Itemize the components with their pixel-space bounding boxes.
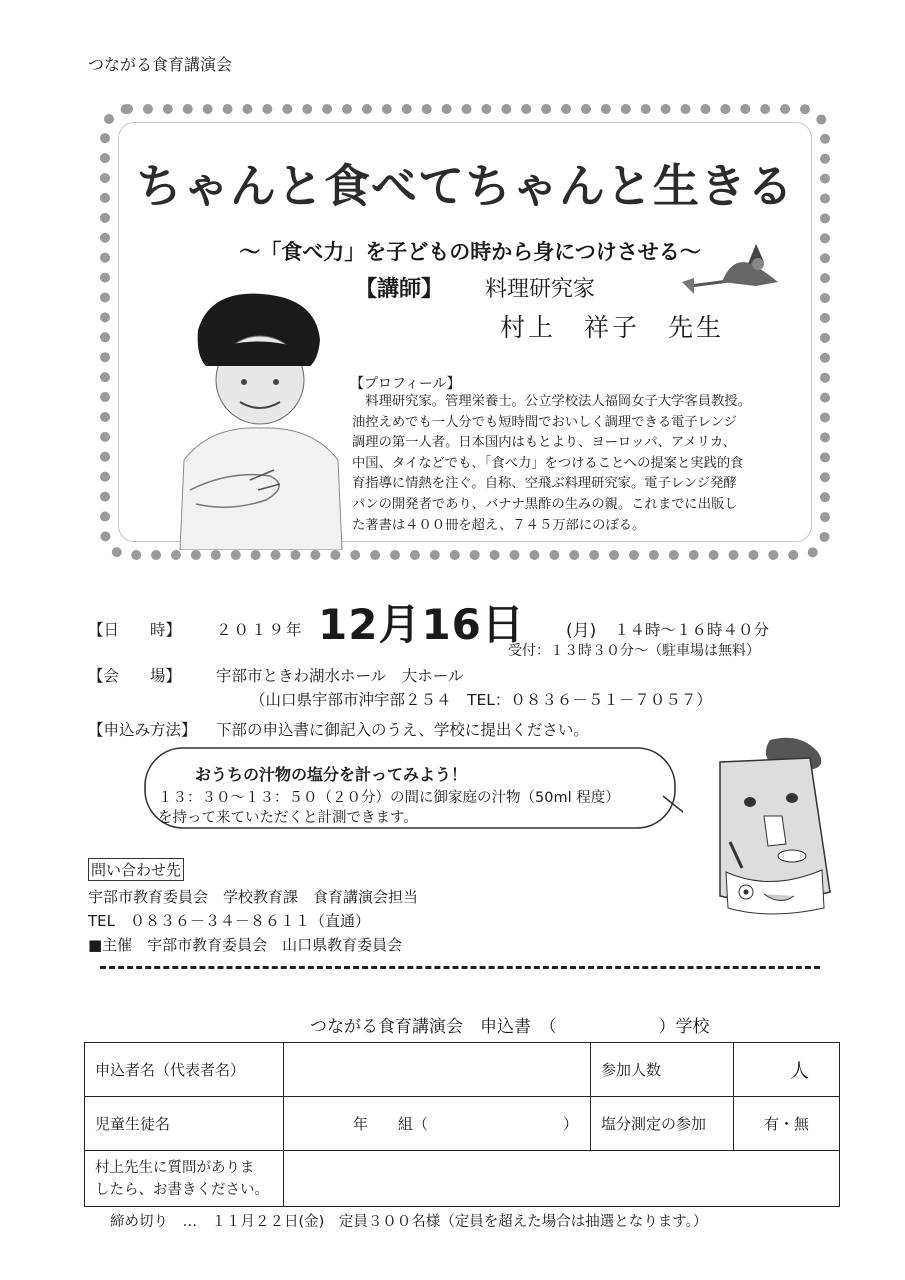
- count-field[interactable]: [734, 1043, 840, 1097]
- reception-time: 受付：１３時３０分～（駐車場は無料）: [508, 643, 760, 659]
- profile-line: 中国、タイなどでも、「食べ力」をつけることへの提案と実践的食: [352, 455, 744, 471]
- application-form: [84, 1042, 840, 1207]
- profile-heading: 【プロフィール】: [350, 376, 461, 392]
- date-year: ２０１９年: [216, 621, 304, 639]
- question-label-line: したら、お書きください。: [95, 1181, 269, 1198]
- count-unit: 人: [789, 1060, 809, 1082]
- callout-title: おうちの汁物の塩分を計ってみよう！: [195, 765, 468, 784]
- applicant-label: 申込者名（代表者名）: [85, 1043, 284, 1097]
- profile-line: パンの開発者であり、バナナ黒酢の生みの親。これまでに出版し: [352, 496, 738, 512]
- callout-line: を持って来ていただくと計測できます。: [158, 810, 418, 826]
- cut-line: [100, 966, 820, 969]
- series-label: つながる食育講演会: [88, 55, 233, 74]
- event-subtitle: ～「食べ力」を子どもの時から身につけさせる～: [239, 239, 701, 264]
- question-label-line: 村上先生に質問がありま: [95, 1159, 255, 1176]
- lecturer-name: 村上 祥子 先生: [500, 313, 725, 342]
- profile-line: 油控えめでも一人分でも短時間でおいしく調理できる電子レンジ: [352, 414, 737, 430]
- venue-name: 宇部市ときわ湖水ホール 大ホール: [216, 667, 464, 685]
- deadline-note: 締め切り … １１月２２日(金) 定員３００名様（定員を超えた場合は抽選となります。）: [110, 1214, 708, 1230]
- event-title: ちゃんと食べてちゃんと生きる: [136, 159, 794, 213]
- contact-host: ■主催 宇部市教育委員会 山口県教育委員会: [88, 936, 403, 954]
- applicant-field[interactable]: [284, 1043, 591, 1097]
- salt-label: 塩分測定の参加: [591, 1097, 734, 1151]
- date-weekday: (月): [566, 621, 597, 641]
- date-main: 12月16日: [318, 600, 525, 649]
- salt-options[interactable]: 有・無: [734, 1097, 840, 1151]
- profile-line: 調理の第一人者。日本国内はもとより、ヨーロッパ、アメリカ、: [352, 435, 736, 451]
- contact-org: 宇部市教育委員会 学校教育課 食育講演会担当: [88, 888, 419, 906]
- question-label: [85, 1151, 284, 1207]
- date-tag: 【日 時】: [88, 621, 182, 639]
- profile-body: [352, 392, 802, 536]
- mascot-illustration: [690, 732, 835, 922]
- profile-line: た著書は４００冊を超え、７４５万部にのぼる。: [352, 517, 646, 533]
- callout-line: １３：３０～１３：５０（２０分）の間に御家庭の汁物（50ml 程度）: [158, 790, 620, 806]
- contact-tel: TEL ０８３６－３４－８６１１（直通）: [88, 912, 370, 930]
- student-label: 児童生徒名: [85, 1097, 284, 1151]
- apply-tag: 【申込み方法】: [88, 721, 197, 739]
- profile-line: 料理研究家。管理栄養士。公立学校法人福岡女子大学客員教授。: [352, 394, 751, 409]
- flying-witch-icon: [682, 242, 794, 304]
- student-field[interactable]: 年 組（ ）: [284, 1097, 591, 1151]
- venue-tag: 【会 場】: [88, 667, 182, 685]
- venue-address: （山口県宇部市沖宇部２５４ TEL：０８３６－５１－７０５７）: [250, 691, 712, 709]
- profile-line: 育指導に情熱を注ぐ。自称、空飛ぶ料理研究家。電子レンジ発酵: [352, 476, 737, 492]
- contact-heading: 問い合わせ先: [88, 858, 184, 881]
- question-field[interactable]: [284, 1151, 840, 1207]
- apply-text: 下部の申込書に御記入のうえ、学校に提出ください。: [216, 721, 589, 739]
- date-time: １４時～１６時４０分: [614, 621, 770, 639]
- form-title: つながる食育講演会 申込書 （ ）学校: [310, 1017, 710, 1037]
- lecturer-role: 料理研究家: [485, 277, 596, 302]
- lecturer-tag: 【講師】: [355, 276, 444, 302]
- lecturer-photo: [170, 290, 350, 550]
- count-label: 参加人数: [591, 1043, 734, 1097]
